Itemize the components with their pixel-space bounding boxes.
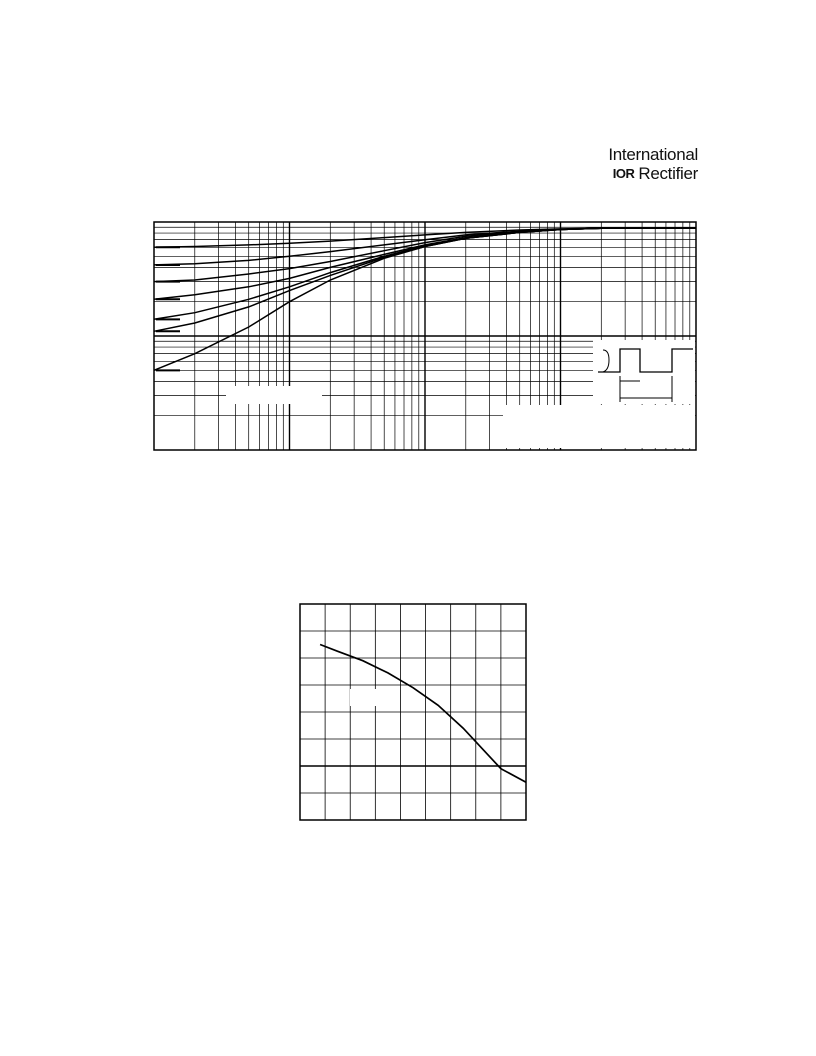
brand-line-2: Rectifier [638,164,698,183]
brand-logo-mark: IOR [612,166,635,181]
inset-notes-mask [503,405,695,448]
chart1-legend-ticks [156,247,180,370]
legend-label-mask [226,386,322,404]
brand-line-1: International [608,145,698,164]
square-wave-pulse-diagram [593,340,695,404]
